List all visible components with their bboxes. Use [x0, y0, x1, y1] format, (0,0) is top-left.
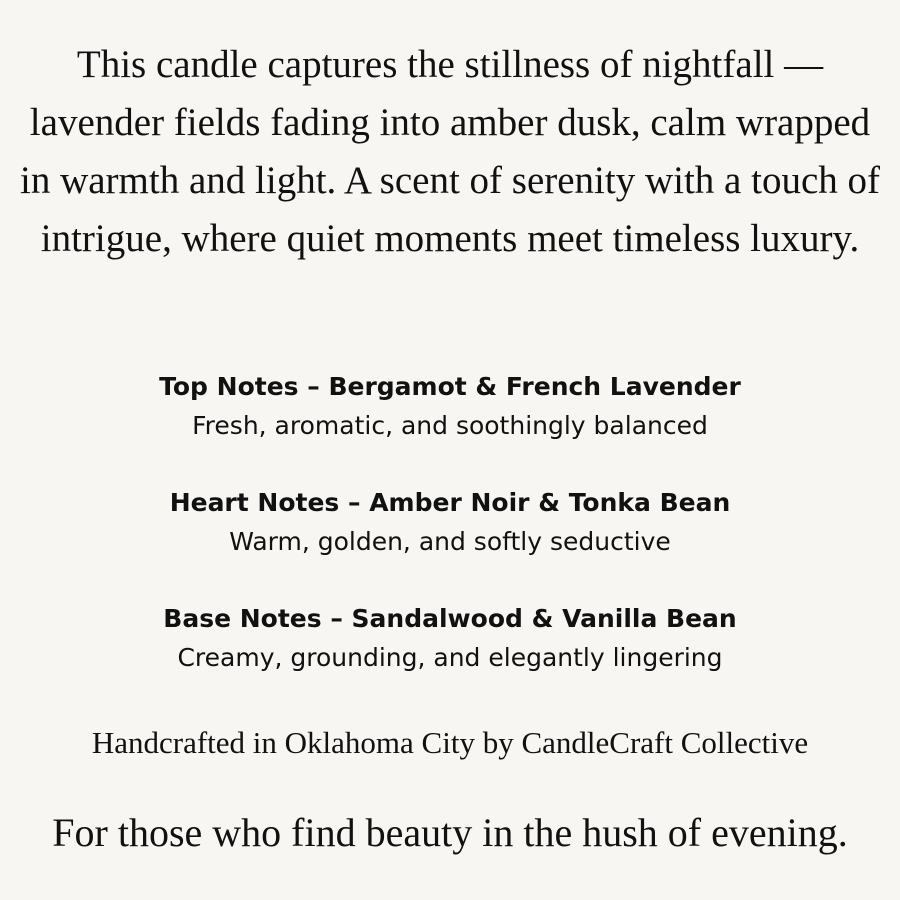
intro-paragraph: This candle captures the stillness of nightfall — lavender fields fading into amber dusk, calm wrapped in warmth and light. A scent of serenity with a touch of intrigue, where quiet moments meet timeless luxury.: [20, 43, 880, 260]
note-title-heart: Heart Notes – Amber Noir & Tonka Bean: [169, 488, 731, 517]
closing-tagline: For those who find beauty in the hush of evening.: [52, 810, 848, 855]
note-description-base: Creamy, grounding, and elegantly lingering: [177, 643, 723, 672]
note-title-top: Top Notes – Bergamot & French Lavender: [159, 372, 741, 401]
scent-note-heart: [0, 483, 900, 561]
note-description-top: Fresh, aromatic, and soothingly balanced: [192, 411, 708, 440]
scent-note-base: [0, 599, 900, 677]
note-title-base: Base Notes – Sandalwood & Vanilla Bean: [163, 604, 737, 633]
scent-note-top: [0, 367, 900, 445]
note-description-heart: Warm, golden, and softly seductive: [229, 527, 671, 556]
maker-credit: Handcrafted in Oklahoma City by CandleCraft Collective: [91, 725, 809, 760]
scent-notes-list: [0, 367, 900, 715]
